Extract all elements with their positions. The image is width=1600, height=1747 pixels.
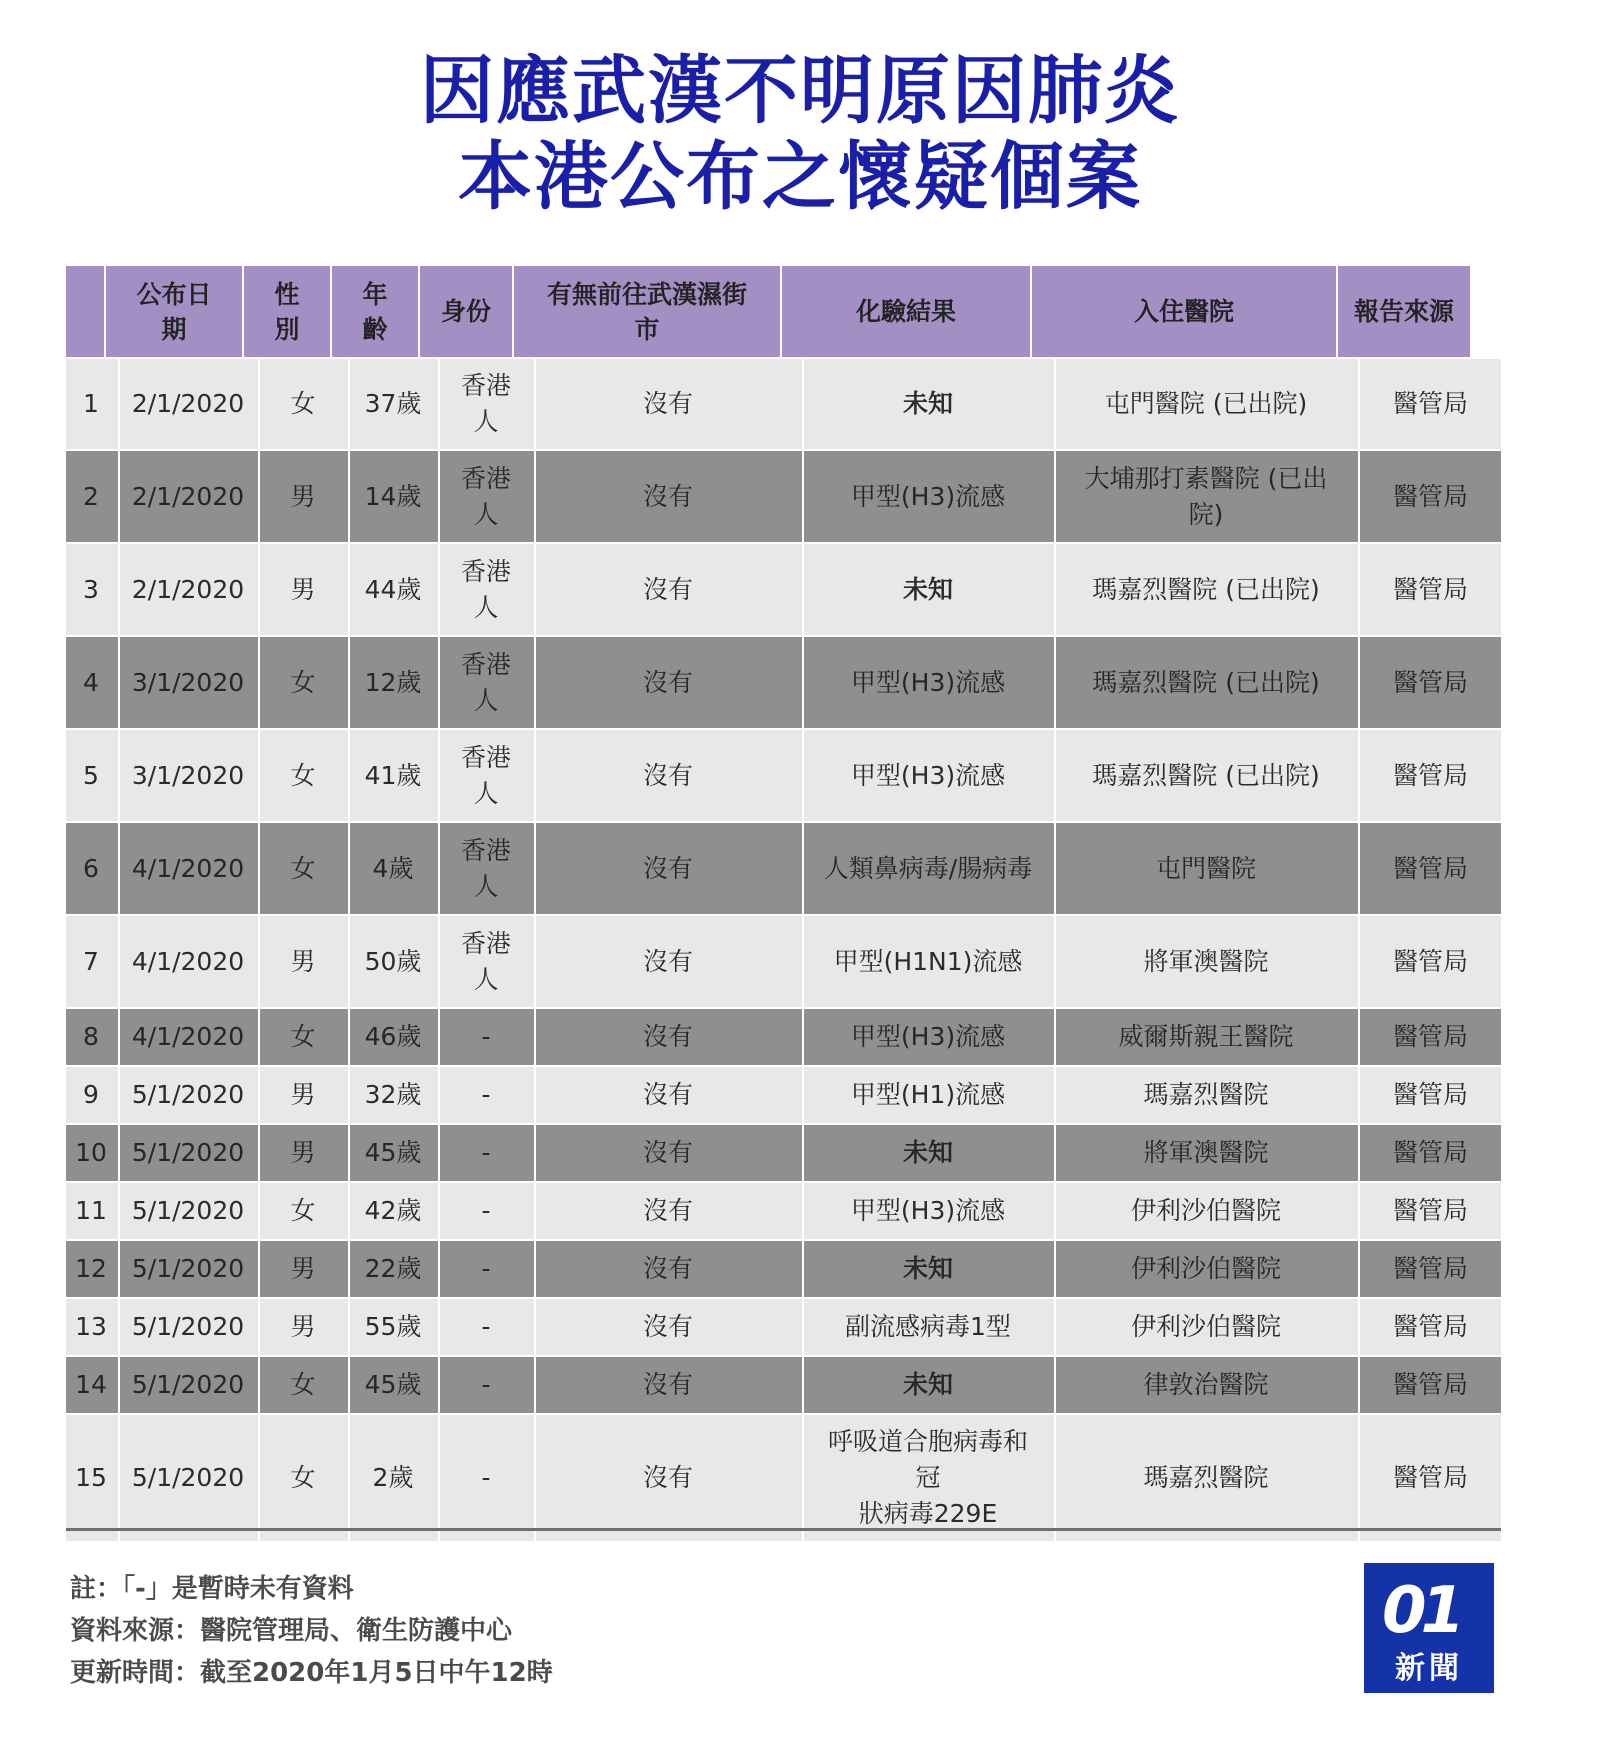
table-row [66, 1067, 1501, 1123]
cell-identity: 香港 人 [438, 359, 532, 449]
table-row [66, 1183, 1501, 1239]
cell-visited-wet-market: 沒有 [534, 1357, 800, 1413]
cell-age: 44歲 [348, 544, 436, 635]
table-row [66, 1299, 1501, 1355]
cell-gender: 女 [258, 730, 346, 821]
cell-identity: - [438, 1009, 532, 1065]
cell-age: 32歲 [348, 1067, 436, 1123]
title-line-1: 因應武漢不明原因肺炎 [420, 48, 1180, 134]
cell-identity: - [438, 1183, 532, 1239]
cell-case-no: 12 [75, 1254, 107, 1283]
cell-report-source: 醫管局 [1358, 916, 1501, 1007]
note-updated: 更新時間：截至2020年1月5日中午12時 [70, 1658, 553, 1688]
table-row [66, 730, 1501, 821]
cell-announce-date: 2/1/2020 [118, 451, 256, 542]
cell-gender: 女 [258, 823, 346, 914]
cell-report-source: 醫管局 [1358, 359, 1501, 449]
cell-report-source: 醫管局 [1358, 1067, 1501, 1123]
hk01-logo [1364, 1563, 1494, 1693]
column-header-visited-wet-market: 有無前往武漢濕街 市 [514, 266, 780, 357]
cell-visited-wet-market: 沒有 [534, 1009, 800, 1065]
cell-case-no: 14 [75, 1370, 107, 1399]
cell-visited-wet-market: 沒有 [534, 1241, 800, 1297]
cell-gender: 女 [258, 359, 346, 449]
cell-age: 41歲 [348, 730, 436, 821]
cell-lab-result: 未知 [802, 1125, 1052, 1181]
cell-visited-wet-market: 沒有 [534, 823, 800, 914]
cell-hospital: 伊利沙伯醫院 [1054, 1299, 1356, 1355]
footnotes [70, 1568, 553, 1694]
column-header-report-source: 報告來源 [1338, 266, 1470, 357]
cell-lab-result: 未知 [802, 544, 1052, 635]
cell-age: 2歲 [348, 1415, 436, 1541]
cell-identity: 香港 人 [438, 544, 532, 635]
cell-report-source: 醫管局 [1358, 1125, 1501, 1181]
column-header-announce-date: 公布日 期 [106, 266, 242, 357]
cell-visited-wet-market: 沒有 [534, 1125, 800, 1181]
table-row [66, 637, 1501, 728]
cell-announce-date: 3/1/2020 [118, 637, 256, 728]
cell-announce-date: 5/1/2020 [118, 1183, 256, 1239]
cell-gender: 女 [258, 1415, 346, 1541]
cell-visited-wet-market: 沒有 [534, 544, 800, 635]
cell-identity: 香港 人 [438, 916, 532, 1007]
cell-case-no: 3 [83, 574, 99, 604]
cell-gender: 男 [258, 1125, 346, 1181]
cell-announce-date: 2/1/2020 [118, 544, 256, 635]
cell-lab-result: 甲型(H1N1)流感 [802, 916, 1052, 1007]
cell-visited-wet-market: 沒有 [534, 916, 800, 1007]
cell-identity: - [438, 1241, 532, 1297]
table-row [66, 1415, 1501, 1541]
cell-announce-date: 4/1/2020 [118, 916, 256, 1007]
cell-gender: 女 [258, 1009, 346, 1065]
cell-announce-date: 4/1/2020 [118, 1009, 256, 1065]
cell-hospital: 將軍澳醫院 [1054, 1125, 1356, 1181]
table-row [66, 1357, 1501, 1413]
column-header-age: 年 齡 [332, 266, 418, 357]
table-row [66, 1125, 1501, 1181]
cell-gender: 男 [258, 1299, 346, 1355]
cell-lab-result: 甲型(H3)流感 [802, 1009, 1052, 1065]
cell-report-source: 醫管局 [1358, 637, 1501, 728]
column-header-lab-result: 化驗結果 [782, 266, 1030, 357]
cell-hospital: 威爾斯親王醫院 [1054, 1009, 1356, 1065]
cell-gender: 女 [258, 1357, 346, 1413]
column-header-case-no [66, 266, 104, 357]
cell-identity: 香港 人 [438, 823, 532, 914]
cell-age: 55歲 [348, 1299, 436, 1355]
cell-identity: 香港 人 [438, 637, 532, 728]
cell-gender: 男 [258, 544, 346, 635]
cell-report-source: 醫管局 [1358, 1357, 1501, 1413]
table-row [66, 916, 1501, 1007]
cell-visited-wet-market: 沒有 [534, 1067, 800, 1123]
cell-case-no: 7 [83, 946, 99, 976]
cell-identity: 香港 人 [438, 730, 532, 821]
table-row [66, 1009, 1501, 1065]
cell-visited-wet-market: 沒有 [534, 1183, 800, 1239]
cell-age: 4歲 [348, 823, 436, 914]
table-row [66, 359, 1501, 449]
cell-announce-date: 5/1/2020 [118, 1415, 256, 1541]
cell-identity: - [438, 1299, 532, 1355]
cell-age: 46歲 [348, 1009, 436, 1065]
table-row [66, 1241, 1501, 1297]
cell-visited-wet-market: 沒有 [534, 451, 800, 542]
cell-visited-wet-market: 沒有 [534, 1299, 800, 1355]
cell-announce-date: 2/1/2020 [118, 359, 256, 449]
cell-lab-result: 甲型(H3)流感 [802, 451, 1052, 542]
cell-age: 50歲 [348, 916, 436, 1007]
logo-mark: 01 [1382, 1574, 1460, 1648]
cell-lab-result: 人類鼻病毒/腸病毒 [802, 823, 1052, 914]
cell-gender: 男 [258, 1241, 346, 1297]
cell-lab-result: 未知 [802, 1357, 1052, 1413]
cell-report-source: 醫管局 [1358, 1299, 1501, 1355]
table-row [66, 544, 1501, 635]
cell-lab-result: 甲型(H3)流感 [802, 1183, 1052, 1239]
cell-identity: - [438, 1415, 532, 1541]
cell-age: 14歲 [348, 451, 436, 542]
cell-announce-date: 3/1/2020 [118, 730, 256, 821]
cell-announce-date: 5/1/2020 [118, 1357, 256, 1413]
cell-case-no: 2 [83, 481, 99, 511]
cell-gender: 女 [258, 1183, 346, 1239]
cell-case-no: 1 [83, 389, 99, 418]
cell-identity: - [438, 1357, 532, 1413]
logo-text: 新聞 [1395, 1651, 1463, 1686]
cell-report-source: 醫管局 [1358, 1241, 1501, 1297]
cell-lab-result: 甲型(H1)流感 [802, 1067, 1052, 1123]
cell-report-source: 醫管局 [1358, 544, 1501, 635]
cell-report-source: 醫管局 [1358, 730, 1501, 821]
cell-report-source: 醫管局 [1358, 1009, 1501, 1065]
cell-hospital: 律敦治醫院 [1054, 1357, 1356, 1413]
cell-hospital: 將軍澳醫院 [1054, 916, 1356, 1007]
cell-case-no: 13 [75, 1312, 107, 1341]
page-title [0, 48, 1600, 220]
note-source: 資料來源：醫院管理局、衛生防護中心 [70, 1616, 513, 1646]
cell-visited-wet-market: 沒有 [534, 730, 800, 821]
cell-hospital: 伊利沙伯醫院 [1054, 1183, 1356, 1239]
cell-visited-wet-market: 沒有 [534, 637, 800, 728]
title-line-2: 本港公布之懷疑個案 [458, 134, 1142, 220]
cell-visited-wet-market: 沒有 [534, 359, 800, 449]
cell-hospital: 大埔那打素醫院 (已出 院) [1054, 451, 1356, 542]
column-header-identity: 身份 [420, 266, 512, 357]
cell-age: 12歲 [348, 637, 436, 728]
cell-case-no: 9 [83, 1080, 99, 1109]
cell-case-no: 10 [75, 1138, 107, 1167]
table-row [66, 823, 1501, 914]
cell-lab-result: 未知 [802, 359, 1052, 449]
cell-report-source: 醫管局 [1358, 823, 1501, 914]
cell-report-source: 醫管局 [1358, 1183, 1501, 1239]
cell-identity: 香港 人 [438, 451, 532, 542]
cell-hospital: 伊利沙伯醫院 [1054, 1241, 1356, 1297]
cell-gender: 男 [258, 1067, 346, 1123]
cell-lab-result: 甲型(H3)流感 [802, 637, 1052, 728]
cell-lab-result: 甲型(H3)流感 [802, 730, 1052, 821]
cell-case-no: 4 [83, 667, 99, 697]
cell-hospital: 屯門醫院 [1054, 823, 1356, 914]
cell-age: 45歲 [348, 1125, 436, 1181]
cell-identity: - [438, 1125, 532, 1181]
cell-hospital: 瑪嘉烈醫院 (已出院) [1054, 730, 1356, 821]
cell-announce-date: 5/1/2020 [118, 1299, 256, 1355]
cell-hospital: 屯門醫院 (已出院) [1054, 359, 1356, 449]
cell-age: 42歲 [348, 1183, 436, 1239]
cell-hospital: 瑪嘉烈醫院 (已出院) [1054, 544, 1356, 635]
cell-case-no: 8 [83, 1022, 99, 1051]
cell-hospital: 瑪嘉烈醫院 (已出院) [1054, 637, 1356, 728]
cell-lab-result: 副流感病毒1型 [802, 1299, 1052, 1355]
column-header-hospital: 入住醫院 [1032, 266, 1336, 357]
cell-report-source: 醫管局 [1358, 1415, 1501, 1541]
table-row [66, 451, 1501, 542]
cell-announce-date: 5/1/2020 [118, 1241, 256, 1297]
cell-hospital: 瑪嘉烈醫院 [1054, 1415, 1356, 1541]
cell-announce-date: 4/1/2020 [118, 823, 256, 914]
cell-age: 37歲 [348, 359, 436, 449]
cell-age: 22歲 [348, 1241, 436, 1297]
note-missing-data: 註：「-」是暫時未有資料 [70, 1574, 354, 1604]
cell-case-no: 11 [75, 1196, 107, 1225]
cell-case-no: 6 [83, 853, 99, 883]
cell-announce-date: 5/1/2020 [118, 1125, 256, 1181]
table-bottom-divider [66, 1528, 1501, 1531]
column-header-gender: 性 別 [244, 266, 330, 357]
cell-case-no: 15 [75, 1463, 107, 1492]
cell-lab-result: 未知 [802, 1241, 1052, 1297]
cell-hospital: 瑪嘉烈醫院 [1054, 1067, 1356, 1123]
cell-gender: 女 [258, 637, 346, 728]
cell-visited-wet-market: 沒有 [534, 1415, 800, 1541]
cell-age: 45歲 [348, 1357, 436, 1413]
cell-identity: - [438, 1067, 532, 1123]
cell-lab-result: 呼吸道合胞病毒和 冠 狀病毒229E [802, 1415, 1052, 1541]
cell-gender: 男 [258, 916, 346, 1007]
cell-case-no: 5 [83, 760, 99, 790]
cell-report-source: 醫管局 [1358, 451, 1501, 542]
cell-announce-date: 5/1/2020 [118, 1067, 256, 1123]
cell-gender: 男 [258, 451, 346, 542]
